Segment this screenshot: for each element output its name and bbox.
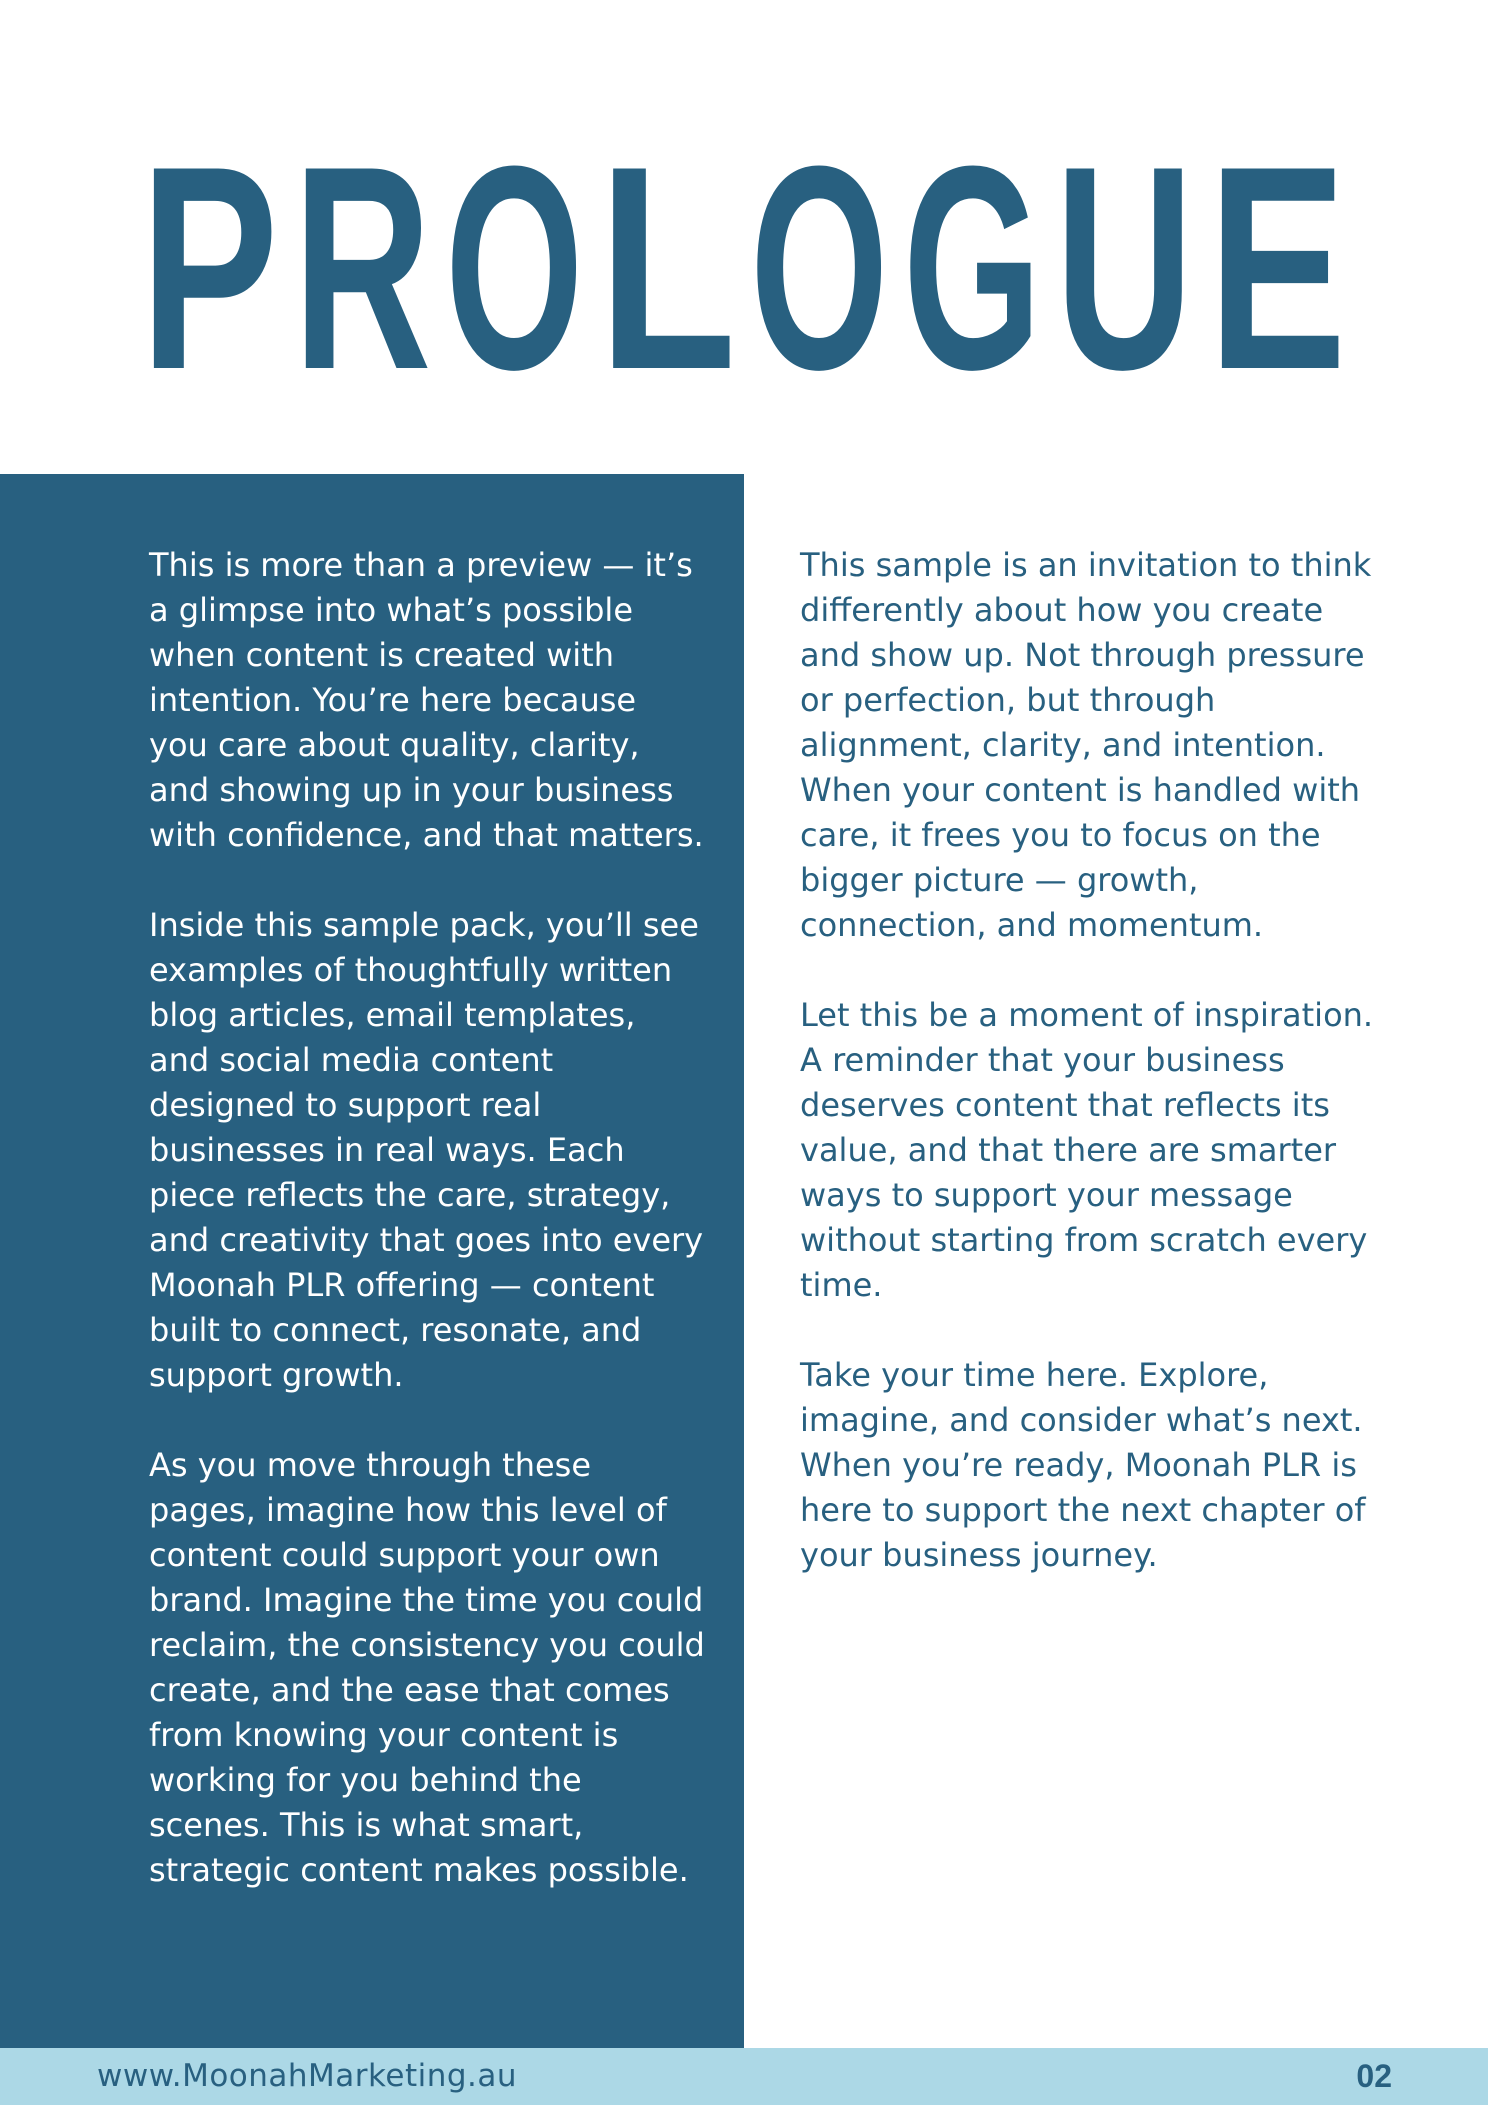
title-letter: L	[597, 106, 737, 430]
left-column	[149, 543, 705, 1938]
title-letter: U	[1055, 106, 1194, 430]
footer-website-link[interactable]: www.MoonahMarketing.au	[97, 2058, 518, 2094]
page-title	[140, 106, 1347, 430]
left-paragraph-3: As you move through these pages, imagine how this level of content could support your own brand. Imagine the time you could reclaim, the consistency you could create, and the ease that comes from knowing your content is working for you behind the scenes. This is what smart, strategic content makes possible.	[149, 1446, 705, 1889]
right-paragraph-2: Let this be a moment of inspiration. A reminder that your business deserves content that reflects its value, and that there are smarter ways to support your message without starting from scratch every time.	[800, 996, 1374, 1304]
title-letter: E	[1207, 106, 1347, 430]
right-paragraph-1: This sample is an invitation to think differently about how you create and show up. Not through pressure or perfection, but through alignment, clarity, and intention. When your content is handled with care, it frees you to focus on the bigger picture — growth, connection, and momentum.	[800, 546, 1372, 944]
right-paragraph-3: Take your time here. Explore, imagine, and consider what’s next. When you’re ready, Moonah PLR is here to support the next chapter of your business journey.	[800, 1356, 1366, 1574]
left-paragraph-2: Inside this sample pack, you’ll see examples of thoughtfully written blog articles, email templates, and social media content designed to support real businesses in real ways. Each piece reflects the care, strategy, and creativity that goes into every Moonah PLR offering — content built to connect, resonate, and support growth.	[149, 906, 704, 1394]
title-letter: O	[445, 106, 584, 430]
left-paragraph-1: This is more than a preview — it’s a glimpse into what’s possible when content is created with intention. You’re here because you care about quality, clarity, and showing up in your business with confidence, and that matters.	[149, 546, 704, 854]
title-letter: G	[902, 106, 1042, 430]
title-letter: R	[292, 106, 432, 430]
footer-bar	[0, 2048, 1488, 2105]
right-column	[800, 543, 1382, 1623]
title-area	[0, 0, 1488, 474]
title-letter: O	[750, 106, 889, 430]
title-letter: P	[140, 106, 279, 430]
page-number: 02	[1356, 2058, 1392, 2094]
